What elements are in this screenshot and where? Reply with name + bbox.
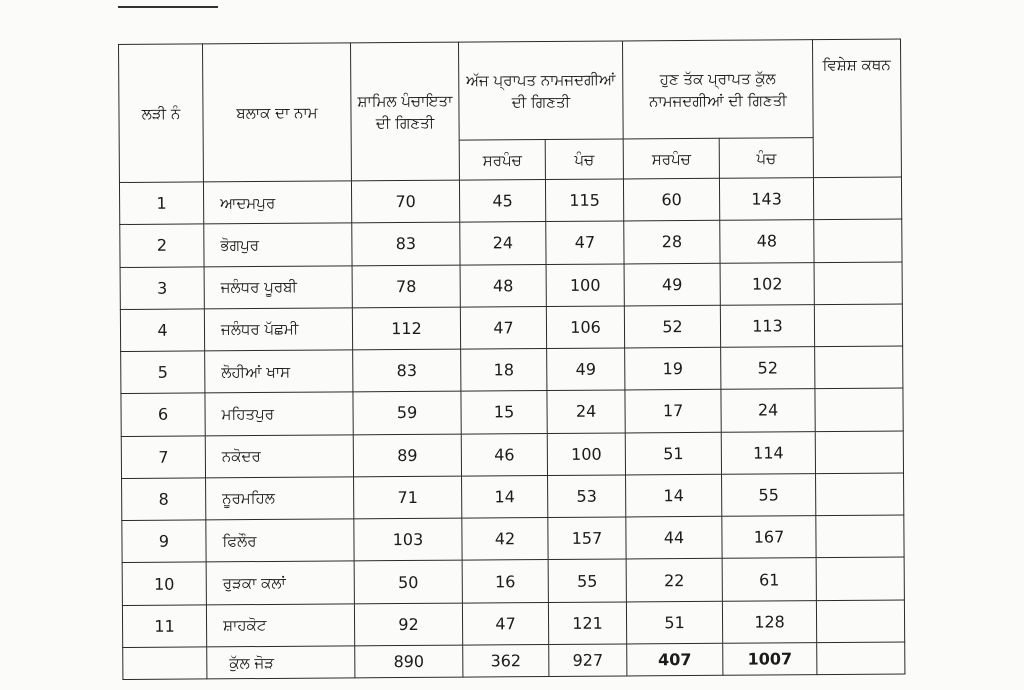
table-row bbox=[121, 346, 903, 394]
cell-today-panch: 157 bbox=[548, 517, 626, 560]
cell-panchayats: 103 bbox=[354, 518, 462, 561]
total-remarks bbox=[817, 642, 905, 675]
cell-total-sarpanch: 51 bbox=[625, 432, 721, 475]
cell-today-sarpanch: 16 bbox=[462, 560, 548, 603]
header-today: ਅੱਜ ਪ੍ਰਾਪਤ ਨਾਮਜਦਗੀਆਂ ਦੀ ਗਿਣਤੀ bbox=[458, 41, 623, 140]
cell-total-sarpanch: 22 bbox=[626, 559, 722, 602]
cell-panchayats: 78 bbox=[352, 265, 460, 308]
cell-today-panch: 49 bbox=[547, 348, 625, 391]
cell-block-name: ਜਲੰਧਰ ਪੂਰਬੀ bbox=[204, 265, 352, 308]
cell-today-panch: 47 bbox=[546, 221, 624, 264]
cell-today-panch: 115 bbox=[545, 179, 623, 222]
cell-today-sarpanch: 18 bbox=[461, 349, 547, 392]
cell-serial: 3 bbox=[120, 266, 204, 309]
cell-panchayats: 83 bbox=[352, 222, 460, 265]
table-row bbox=[122, 473, 904, 521]
total-serial-empty bbox=[123, 647, 207, 680]
cell-today-panch: 100 bbox=[546, 264, 624, 307]
cell-block-name: ਭੋਗਪੁਰ bbox=[204, 223, 352, 266]
cell-total-sarpanch: 49 bbox=[624, 263, 720, 306]
table-row bbox=[121, 388, 903, 436]
table-row bbox=[121, 431, 903, 479]
cell-block-name: ਮਹਿਤਪੁਰ bbox=[205, 392, 353, 435]
cell-today-sarpanch: 47 bbox=[462, 602, 548, 645]
cell-remarks bbox=[814, 304, 902, 347]
cell-panchayats: 50 bbox=[354, 561, 462, 604]
cell-serial: 4 bbox=[120, 309, 204, 352]
cell-total-sarpanch: 60 bbox=[623, 178, 719, 221]
cell-serial: 10 bbox=[122, 562, 206, 605]
cell-serial: 2 bbox=[120, 224, 204, 267]
cell-block-name: ਆਦਮਪੁਰ bbox=[203, 181, 351, 224]
total-today-panch: 927 bbox=[549, 644, 627, 677]
nominations-table bbox=[118, 39, 905, 680]
cell-remarks bbox=[816, 557, 904, 600]
cell-remarks bbox=[815, 388, 903, 431]
cell-block-name: ਫਿਲੌਰ bbox=[206, 519, 354, 562]
cell-today-panch: 55 bbox=[548, 559, 626, 602]
header-serial: ਲੜੀ ਨੰ bbox=[119, 44, 204, 183]
cell-block-name: ਸ਼ਾਹਕੋਟ bbox=[206, 604, 354, 647]
cell-remarks bbox=[813, 177, 901, 220]
cell-total-sarpanch: 14 bbox=[626, 474, 722, 517]
cell-today-panch: 53 bbox=[548, 475, 626, 518]
cell-today-sarpanch: 15 bbox=[461, 391, 547, 434]
header-panchayats: ਸ਼ਾਮਿਲ ਪੰਚਾਇਤਾ ਦੀ ਗਿਣਤੀ bbox=[350, 42, 459, 181]
cell-block-name: ਨੂਰਮਹਿਲ bbox=[206, 477, 354, 520]
table-row bbox=[120, 304, 902, 352]
cell-total-panch: 48 bbox=[720, 220, 814, 263]
cell-total-panch: 102 bbox=[720, 262, 814, 305]
cell-total-sarpanch: 51 bbox=[626, 601, 722, 644]
header-total-sarpanch: ਸਰਪੰਚ bbox=[623, 138, 719, 179]
cell-total-panch: 61 bbox=[722, 558, 816, 601]
table-row bbox=[122, 557, 904, 605]
cell-remarks bbox=[815, 346, 903, 389]
cell-panchayats: 59 bbox=[353, 391, 461, 434]
cell-remarks bbox=[816, 600, 904, 643]
cell-total-panch: 24 bbox=[721, 389, 815, 432]
cell-today-sarpanch: 14 bbox=[462, 475, 548, 518]
cell-serial: 1 bbox=[119, 182, 203, 225]
cell-today-panch: 100 bbox=[547, 433, 625, 476]
cell-block-name: ਜਲੰਧਰ ਪੱਛਮੀ bbox=[204, 308, 352, 351]
cell-total-sarpanch: 19 bbox=[625, 347, 721, 390]
cell-total-panch: 114 bbox=[721, 431, 815, 474]
cell-today-panch: 24 bbox=[547, 390, 625, 433]
cell-panchayats: 71 bbox=[354, 476, 462, 519]
cell-serial: 8 bbox=[122, 478, 206, 521]
cell-serial: 6 bbox=[121, 393, 205, 436]
total-sarpanch-so-far: 407 bbox=[627, 643, 723, 676]
header-total-so-far: ਹੁਣ ਤੱਕ ਪ੍ਰਾਪਤ ਕੁੱਲ ਨਾਮਜਦਗੀਆਂ ਦੀ ਗਿਣਤੀ bbox=[623, 40, 814, 139]
cell-today-sarpanch: 46 bbox=[461, 433, 547, 476]
total-label: ਕੁੱਲ ਜੋੜ bbox=[207, 646, 355, 679]
header-today-sarpanch: ਸਰਪੰਚ bbox=[459, 140, 545, 181]
cell-remarks bbox=[816, 473, 904, 516]
header-total-panch: ਪੰਚ bbox=[719, 138, 813, 179]
cell-total-sarpanch: 44 bbox=[626, 516, 722, 559]
cell-remarks bbox=[815, 431, 903, 474]
total-today-sarpanch: 362 bbox=[463, 645, 549, 678]
cell-block-name: ਰੁੜਕਾ ਕਲਾਂ bbox=[206, 561, 354, 604]
table-row bbox=[122, 515, 904, 563]
cell-block-name: ਲੋਹੀਆਂ ਖਾਸ bbox=[205, 350, 353, 393]
header-today-panch: ਪੰਚ bbox=[545, 139, 623, 180]
cell-panchayats: 89 bbox=[353, 434, 461, 477]
cell-today-panch: 121 bbox=[548, 602, 626, 645]
total-row bbox=[123, 642, 905, 679]
cell-panchayats: 112 bbox=[352, 307, 460, 350]
cell-remarks bbox=[816, 515, 904, 558]
cell-remarks bbox=[814, 219, 902, 262]
header-block-name: ਬਲਾਕ ਦਾ ਨਾਮ bbox=[203, 43, 352, 182]
cell-total-panch: 143 bbox=[719, 178, 813, 221]
table-row bbox=[119, 177, 901, 225]
total-panch-so-far: 1007 bbox=[723, 643, 817, 676]
total-panchayats: 890 bbox=[355, 645, 463, 678]
header-remarks: ਵਿਸ਼ੇਸ਼ ਕਥਨ bbox=[813, 39, 902, 178]
cell-panchayats: 83 bbox=[353, 349, 461, 392]
heading-underline bbox=[118, 0, 218, 8]
cell-block-name: ਨਕੋਦਰ bbox=[205, 434, 353, 477]
cell-total-panch: 52 bbox=[721, 347, 815, 390]
cell-today-panch: 106 bbox=[546, 306, 624, 349]
cell-panchayats: 70 bbox=[351, 180, 459, 223]
cell-panchayats: 92 bbox=[354, 603, 462, 646]
cell-total-sarpanch: 28 bbox=[624, 221, 720, 264]
table-body bbox=[119, 177, 904, 647]
table-row bbox=[122, 600, 904, 648]
cell-total-panch: 167 bbox=[722, 516, 816, 559]
cell-today-sarpanch: 42 bbox=[462, 518, 548, 561]
cell-serial: 9 bbox=[122, 520, 206, 563]
cell-serial: 5 bbox=[121, 351, 205, 394]
cell-remarks bbox=[814, 262, 902, 305]
cell-today-sarpanch: 24 bbox=[460, 222, 546, 265]
cell-total-sarpanch: 52 bbox=[624, 305, 720, 348]
table-row bbox=[120, 262, 902, 310]
cell-today-sarpanch: 47 bbox=[460, 306, 546, 349]
cell-serial: 7 bbox=[121, 435, 205, 478]
cell-today-sarpanch: 48 bbox=[460, 264, 546, 307]
cell-serial: 11 bbox=[122, 605, 206, 648]
cell-total-panch: 55 bbox=[722, 474, 816, 517]
cell-total-panch: 128 bbox=[722, 600, 816, 643]
cell-today-sarpanch: 45 bbox=[459, 180, 545, 223]
cell-total-panch: 113 bbox=[720, 304, 814, 347]
cell-total-sarpanch: 17 bbox=[625, 390, 721, 433]
table-row bbox=[120, 219, 902, 267]
